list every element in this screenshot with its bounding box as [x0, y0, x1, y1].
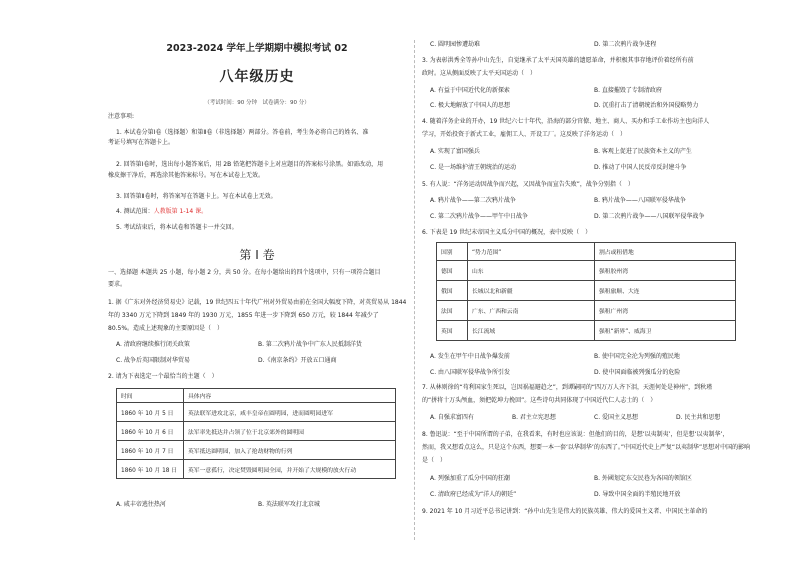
option-b[interactable]: B. 客观上促进了民族资本主义的产生: [594, 148, 692, 155]
table-row: [437, 301, 736, 321]
option-b[interactable]: B. 英法联军攻打北京城: [258, 501, 320, 508]
table-cell: 德国: [437, 261, 468, 281]
option-c[interactable]: C. 清政府已经成为“洋人的朝廷”: [430, 491, 517, 498]
table-cell: 1860 年 10 月 7 日: [117, 441, 184, 460]
option-a[interactable]: A. 鸦片战争——第二次鸦片战争: [430, 197, 516, 204]
question-2-stem: 2. 请为下表选定一个最恰当的主题（ ）: [108, 373, 218, 380]
question-7-line: 7. 从林则徐的“苟利国家生死以，岂因祸福避趋之”，到谭嗣同的“四万万人齐下泪，天涯何处是神州”，到秋瑾: [422, 384, 713, 391]
question-3-line: 3. 为表彰洪秀全等孙中山先生，自觉继承了太平天国英雄的遗愿革命，并积极其事存地评价着经所有前: [422, 57, 694, 64]
option-d[interactable]: D. 导致中国全面的半殖民地开放: [594, 491, 681, 498]
option-c[interactable]: C. 爱国主义思想: [594, 414, 639, 421]
question-6-table: [436, 242, 736, 341]
question-5-line: 5. 有人说：“洋务运动因战争而兴起，又因战争而宣告失败”，战争分别指（ ）: [422, 181, 634, 188]
table-row: [437, 281, 736, 301]
table-cell: 俄国: [437, 281, 468, 301]
table-header: 国别: [437, 243, 468, 261]
table-cell: 英法联军进攻北京，咸丰皇帝在圆明园，进而圆明园进军: [184, 403, 396, 422]
table-row: [437, 321, 736, 341]
option-c[interactable]: C. 第二次鸦片战争——甲午中日战争: [430, 213, 529, 220]
scope-value: 人教版第 1-14 课。: [153, 208, 208, 215]
table-cell: 长城以北和新疆: [468, 281, 595, 301]
table-row: [117, 460, 396, 479]
notice-heading: 注意事项:: [108, 113, 135, 120]
table-header-row: [437, 243, 736, 261]
table-header: 时间: [117, 389, 184, 403]
question-6-stem: 6. 下表是 19 世纪末帝国主义瓜分中国的概况，表中反映（ ）: [422, 229, 592, 236]
question-3-line: 政时。这从侧面反映了太平天国运动（ ）: [422, 70, 537, 77]
table-cell: 英军抵达圆明园，加入了抢劫财物的行列: [184, 441, 396, 460]
option-d[interactable]: D. 民主共和思想: [676, 414, 721, 421]
table-cell: 广东、广西和云南: [468, 301, 595, 321]
column-divider: [414, 40, 415, 540]
question-1-line: 年的 3340 万元下降到 1849 年的 1930 万元，1855 年进一步下降到 650 万元，较 1844 年减少了: [108, 312, 379, 319]
question-8-line: 然而，我又想看点这么，只是这个东西，想要一本一套‘以华制华’的东西了。”中国近代史上严复“以夷制华”思想对中国的影响: [422, 444, 751, 451]
option-a[interactable]: A. 清政府继续推行闭关政策: [116, 341, 190, 348]
left-column: [108, 0, 406, 562]
table-row: [437, 261, 736, 281]
option-c[interactable]: C. 由八国联军侵华战争所引发: [430, 369, 511, 376]
table-row: [117, 403, 396, 422]
table-cell: 法军率先抵达并占领了位于北京郊外的圆明园: [184, 422, 396, 441]
table-row: [117, 441, 396, 460]
table-cell: 强租“新界”、威海卫: [595, 321, 736, 341]
notice-item: 5. 考试结束后，将本试卷和答题卡一并交回。: [116, 224, 238, 231]
question-2-table: [116, 388, 396, 479]
option-b[interactable]: B. 外國划定东交民巷为各国的领馆区: [594, 475, 692, 482]
option-d[interactable]: D. 使中国面临被列强瓜分的危险: [594, 369, 681, 376]
part-one-title: 第 Ⅰ 卷: [239, 248, 275, 262]
option-c[interactable]: C. 战争后英国限制对华贸易: [116, 357, 191, 364]
notice-item: 考证号填写在答题卡上。: [108, 139, 175, 146]
table-cell: 1860 年 10 月 18 日: [117, 460, 184, 479]
table-header-row: [117, 389, 396, 403]
option-c[interactable]: C. 圆明园惨遭劫难: [430, 41, 481, 48]
table-cell: 山东: [468, 261, 595, 281]
table-cell: 英军一意孤行，决定焚毁圆明园全园，并开始了大规模的放火行动: [184, 460, 396, 479]
section-intro: 要求。: [108, 281, 127, 288]
table-cell: 强租广州湾: [595, 301, 736, 321]
notice-item: 3. 回答第Ⅱ卷时，将答案写在答题卡上。写在本试卷上无效。: [116, 193, 277, 200]
option-b[interactable]: B. 鸦片战争——八国联军侵华战争: [594, 197, 686, 204]
right-column: [422, 0, 758, 562]
option-d[interactable]: D. 第二次鸦片战争进程: [594, 41, 657, 48]
option-b[interactable]: B. 直接摧毁了专制清政府: [594, 87, 662, 94]
table-cell: 英国: [437, 321, 468, 341]
table-cell: 法国: [437, 301, 468, 321]
question-7-line: 的“拼将十万头颅血，须把乾坤力挽回”。这些诗句共同体现了中国近代仁人志士的（ ）: [422, 397, 657, 404]
question-4-line: 学习，开始投资于新式工业，雇佣工人、开设工厂。这反映了洋务运动（ ）: [422, 131, 627, 138]
option-a[interactable]: A. 咸丰帝逃往热河: [116, 501, 166, 508]
option-a[interactable]: A. 实现了富国强兵: [430, 148, 480, 155]
option-b[interactable]: B. 君主立宪思想: [512, 414, 556, 421]
table-header: “势力范围”: [468, 243, 595, 261]
question-1-line: 1. 据《广东对外经济贸易史》记载，19 世纪四五十年代广州对外贸易由前在全国大幅度下降，对英贸易从 1844: [108, 299, 406, 306]
table-cell: 1860 年 10 月 5 日: [117, 403, 184, 422]
scope-label: 4. 测试范围：: [116, 208, 154, 215]
option-c[interactable]: C. 极大地解放了中国人的思想: [430, 102, 511, 109]
question-8-line: 8. 鲁迅说：“至于中国所谓的子弟，在我看来，有时也应该说：但他们的目的，是想‘以夷制夷’，但是想‘以夷制华’，: [422, 431, 729, 438]
option-a[interactable]: A. 自强求富四有: [430, 414, 474, 421]
subject-title: 八年级历史: [219, 69, 295, 85]
option-d[interactable]: D. 第二次鸦片战争——八国联军侵华战争: [594, 213, 705, 220]
option-b[interactable]: B. 第二次鸦片战争中广东人民抵制洋货: [258, 341, 362, 348]
exam-title: 2023-2024 学年上学期期中模拟考试 02: [166, 43, 348, 54]
table-row: [117, 422, 396, 441]
question-4-line: 4. 随着洋务企业的开办，19 世纪六七十年代，沿海的部分官僚、地主、商人、买办和手工业作坊主也向洋人: [422, 118, 710, 125]
option-b[interactable]: B. 使中国完全沦为列强的殖民地: [594, 353, 680, 360]
table-cell: 1860 年 10 月 6 日: [117, 422, 184, 441]
question-1-line: 80.5%。造成上述现象的主要原因是（ ）: [108, 325, 224, 332]
table-header: 割占或租借地: [595, 243, 736, 261]
question-8-line: 是（ ）: [422, 457, 447, 464]
notice-item: 1. 本试卷分第Ⅰ卷（选择题）和第Ⅱ卷（非选择题）两部分。答卷前，考生务必将自己的姓名、准: [116, 129, 369, 136]
table-header: 具体内容: [184, 389, 396, 403]
option-d[interactable]: D.《南京条约》开放五口通商: [258, 357, 337, 364]
option-a[interactable]: A. 发生在甲午中日战争爆发前: [430, 353, 510, 360]
option-a[interactable]: A. 有益于中国近代化的新探索: [430, 87, 510, 94]
option-d[interactable]: D. 沉重打击了清朝统治和外国侵略势力: [594, 102, 699, 109]
table-cell: 强租旅顺、大连: [595, 281, 736, 301]
notice-item: 2. 回答第Ⅰ卷时，选出每小题答案后，用 2B 铅笔把答题卡上对应题目的答案标号涂黑。如需改动，用: [116, 161, 384, 168]
option-d[interactable]: D. 推动了中国人民反帝反封建斗争: [594, 164, 687, 171]
exam-meta: （考试时间：90 分钟 试卷满分：90 分）: [204, 100, 310, 106]
section-intro: 一、选择题 本题共 25 小题，每小题 2 分，共 50 分。在每小题给出的四个选项中，只有一项符合题目: [108, 269, 381, 276]
option-c[interactable]: C. 是一场维护清王朝统治的运动: [430, 164, 517, 171]
notice-item: 橡皮擦干净后，再选涂其他答案标号。写在本试卷上无效。: [108, 172, 265, 179]
table-cell: 长江流域: [468, 321, 595, 341]
notice-item: [116, 207, 406, 217]
option-a[interactable]: A. 列强加重了瓜分中国的狂潮: [430, 475, 510, 482]
table-cell: 强租胶州湾: [595, 261, 736, 281]
question-9-line: 9. 2021 年 10 月习近平总书记讲到：“孙中山先生是伟大的民族英雄、伟大的爱国主义者、中国民主革命的: [422, 508, 708, 515]
